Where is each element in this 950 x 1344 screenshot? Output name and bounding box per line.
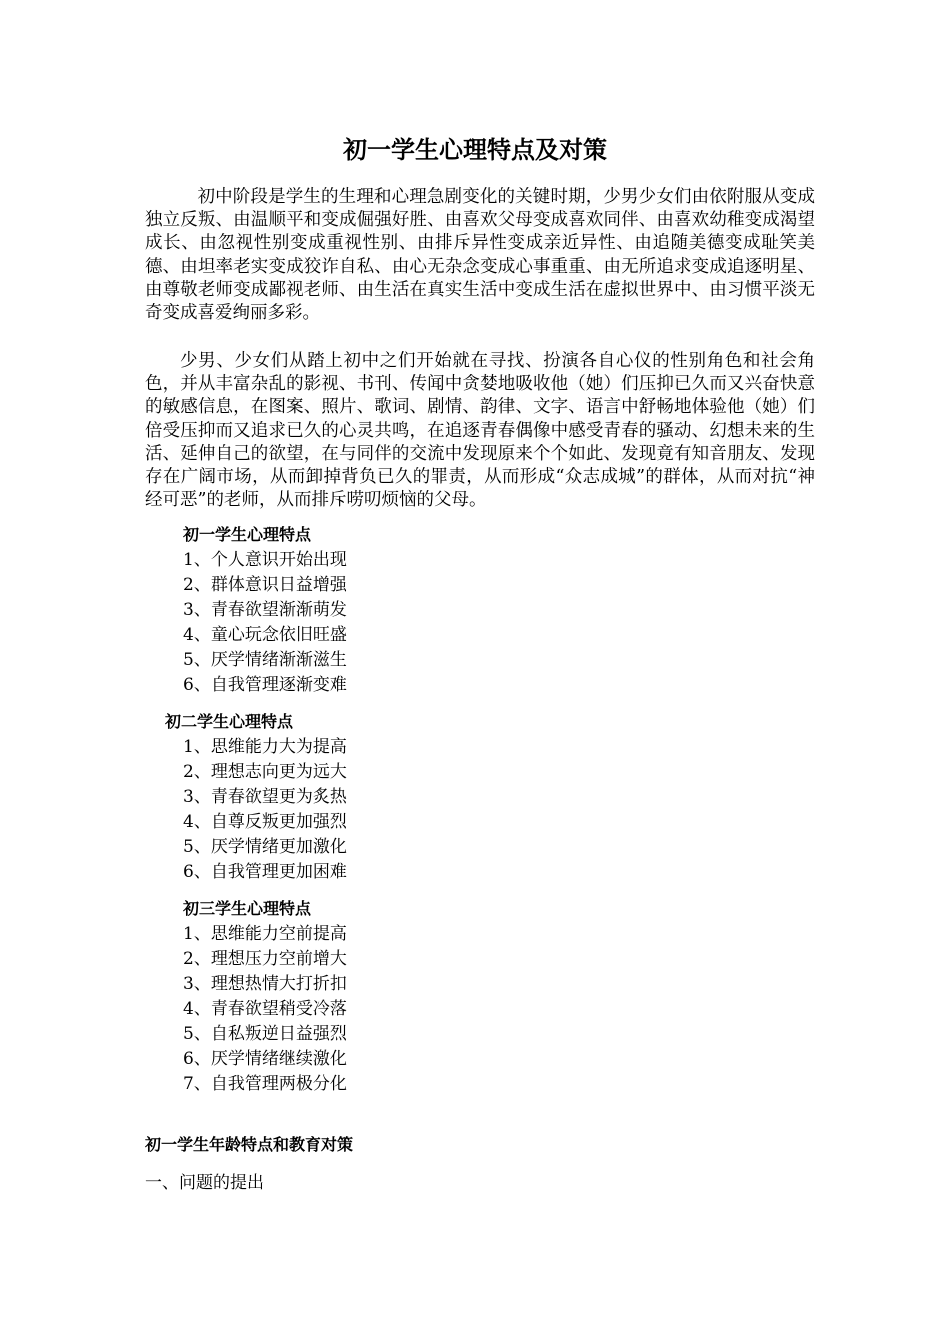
list-item: 3、青春欲望渐渐萌发 [183,600,347,620]
footer-heading: 初一学生年龄特点和教育对策 [145,1135,354,1154]
list-item: 5、自私叛逆日益强烈 [183,1024,347,1044]
list-item: 7、自我管理两极分化 [183,1074,347,1094]
section-heading: 初三学生心理特点 [183,899,312,918]
list-item: 2、理想志向更为远大 [183,762,347,782]
list-item: 6、自我管理更加困难 [183,862,347,882]
document-title: 初一学生心理特点及对策 [343,136,607,164]
list-item: 6、自我管理逐渐变难 [183,675,347,695]
list-item: 1、思维能力空前提高 [183,924,347,944]
list-item: 2、理想压力空前增大 [183,949,347,969]
intro-paragraph: 初中阶段是学生的生理和心理急剧变化的关键时期，少男少女们由依附服从变成独立反叛、由温顺平和变成倔强好胜、由喜欢父母变成喜欢同伴、由喜欢幼稚变成渴望成长、由忽视性别变成重视性别、由排斥异性变成亲近异性、由追随美德变成耻笑美德、由坦率老实变成狡诈自私、由心无杂念变成心事重重、由无所追求变成追逐明星、由尊敬老师变成鄙视老师、由生活在真实生活中变成生活在虚拟世界中、由习惯平淡无奇变成喜爱绚丽多彩。 [145,187,815,324]
list-item: 2、群体意识日益增强 [183,575,347,595]
list-item: 4、青春欲望稍受冷落 [183,999,347,1019]
body-paragraph: 少男、少女们从踏上初中之们开始就在寻找、扮演各自心仪的性别角色和社会角色，并从丰富杂乱的影视、书刊、传闻中贪婪地吸收他（她）们压抑已久而又兴奋快意的敏感信息，在图案、照片、歌词、剧情、韵律、文字、语言中舒畅地体验他（她）们倍受压抑而又追求已久的心灵共鸣，在追逐青春偶像中感受青春的骚动、幻想未来的生活、延伸自己的欲望，在与同伴的交流中发现原来个个如此、发现竟有知音朋友、发现存在广阔市场，从而卸掉背负已久的罪责，从而形成“众志成城”的群体，从而对抗“神经可恶”的老师，从而排斥唠叨烦恼的父母。 [145,351,815,511]
list-item: 5、厌学情绪更加激化 [183,837,347,857]
list-item: 5、厌学情绪渐渐滋生 [183,650,347,670]
footer-subheading: 一、问题的提出 [145,1173,264,1193]
list-item: 3、理想热情大打折扣 [183,974,347,994]
list-item: 4、自尊反叛更加强烈 [183,812,347,832]
list-item: 6、厌学情绪继续激化 [183,1049,347,1069]
list-item: 1、个人意识开始出现 [183,550,347,570]
list-item: 3、青春欲望更为炙热 [183,787,347,807]
list-item: 1、思维能力大为提高 [183,737,347,757]
section-heading: 初一学生心理特点 [183,525,312,544]
section-heading: 初二学生心理特点 [165,712,294,731]
list-item: 4、童心玩念依旧旺盛 [183,625,347,645]
